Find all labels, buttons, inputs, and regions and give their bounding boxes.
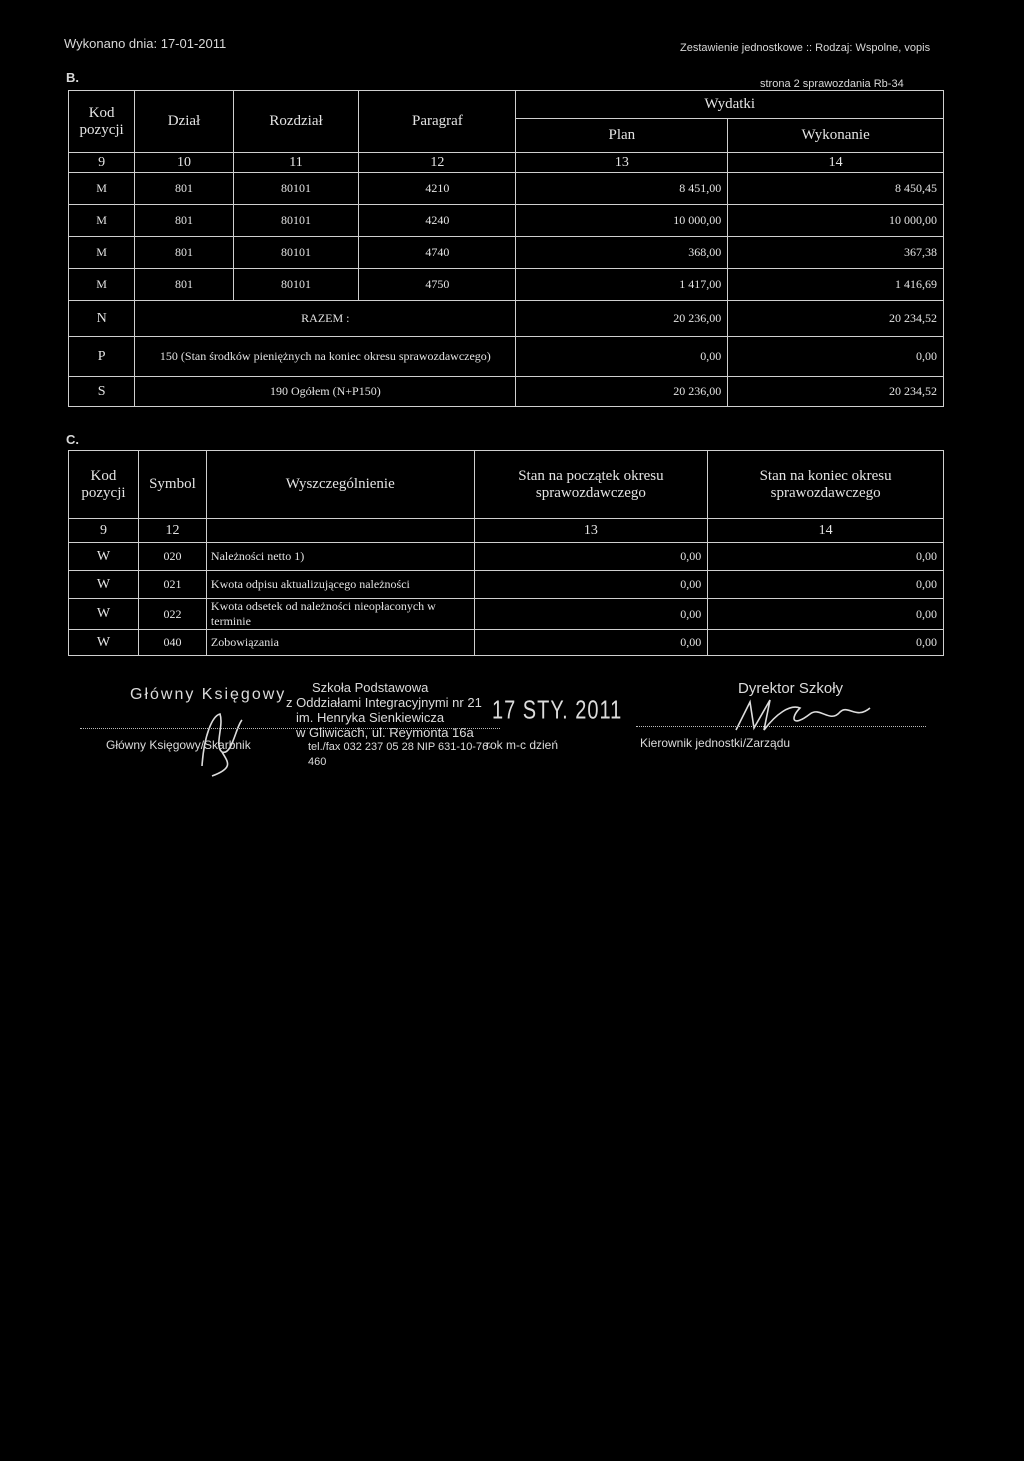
kod-cell: M bbox=[69, 269, 135, 301]
table-row bbox=[69, 173, 944, 205]
column-number-row bbox=[69, 153, 944, 173]
section-b-label: B. bbox=[66, 70, 79, 85]
rozdzial-cell: 80101 bbox=[233, 237, 359, 269]
colnum: 11 bbox=[233, 153, 359, 173]
plan-cell: 0,00 bbox=[516, 337, 728, 377]
dyrektor-caption: Kierownik jednostki/Zarządu bbox=[640, 736, 791, 750]
colnum: 13 bbox=[516, 153, 728, 173]
koniec-cell: 0,00 bbox=[708, 543, 944, 571]
header-wykonanie: Wykonanie bbox=[728, 119, 944, 153]
wykonanie-cell: 20 234,52 bbox=[728, 301, 944, 337]
kod-cell: W bbox=[69, 543, 139, 571]
header-dzial: Dział bbox=[135, 91, 233, 153]
page-indicator: strona 2 sprawozdania Rb-34 bbox=[760, 78, 904, 90]
ksiegowy-caption: Główny Księgowy/Skarbnik bbox=[106, 738, 251, 752]
rozdzial-cell: 80101 bbox=[233, 269, 359, 301]
poczatek-cell: 0,00 bbox=[474, 543, 708, 571]
section-c-table bbox=[68, 450, 944, 656]
dzial-cell: 801 bbox=[135, 205, 233, 237]
koniec-cell: 0,00 bbox=[708, 630, 944, 656]
wykonanie-cell: 20 234,52 bbox=[728, 377, 944, 407]
date-stamp: 17 STY. 2011 bbox=[492, 696, 623, 726]
colnum: 14 bbox=[708, 519, 944, 543]
print-date: Wykonano dnia: 17-01-2011 bbox=[64, 36, 227, 51]
kod-cell: W bbox=[69, 599, 139, 630]
column-number-row bbox=[69, 519, 944, 543]
header-stan-koniec: Stan na koniec okresu sprawozdawczego bbox=[708, 451, 944, 519]
symbol-cell: 020 bbox=[138, 543, 206, 571]
colnum: 13 bbox=[474, 519, 708, 543]
colnum: 9 bbox=[69, 153, 135, 173]
colnum: 12 bbox=[359, 153, 516, 173]
colnum: 14 bbox=[728, 153, 944, 173]
razem-label: RAZEM : bbox=[135, 301, 516, 337]
colnum bbox=[206, 519, 474, 543]
kod-cell: W bbox=[69, 571, 139, 599]
koniec-cell: 0,00 bbox=[708, 571, 944, 599]
opis-cell: Kwota odpisu aktualizującego należności bbox=[206, 571, 474, 599]
stamp-line: Szkoła Podstawowa bbox=[312, 680, 429, 695]
poczatek-cell: 0,00 bbox=[474, 630, 708, 656]
table-row bbox=[69, 543, 944, 571]
kod-cell: P bbox=[69, 337, 135, 377]
wykonanie-cell: 0,00 bbox=[728, 337, 944, 377]
poczatek-cell: 0,00 bbox=[474, 599, 708, 630]
header-kod: Kod pozycji bbox=[69, 91, 135, 153]
plan-cell: 8 451,00 bbox=[516, 173, 728, 205]
poczatek-cell: 0,00 bbox=[474, 571, 708, 599]
plan-cell: 10 000,00 bbox=[516, 205, 728, 237]
section-c-label: C. bbox=[66, 432, 79, 447]
symbol-cell: 040 bbox=[138, 630, 206, 656]
kod-cell: W bbox=[69, 630, 139, 656]
header-stan-poczatek: Stan na początek okresu sprawozdawczego bbox=[474, 451, 708, 519]
table-row bbox=[69, 205, 944, 237]
plan-cell: 20 236,00 bbox=[516, 301, 728, 337]
paragraf-cell: 4210 bbox=[359, 173, 516, 205]
stamp-line: w Gliwicach, ul. Reymonta 16a bbox=[296, 725, 474, 740]
paragraf-cell: 4740 bbox=[359, 237, 516, 269]
razem-row bbox=[69, 301, 944, 337]
stamp-line: tel./fax 032 237 05 28 NIP 631-10-76-460 bbox=[308, 741, 492, 768]
dzial-cell: 801 bbox=[135, 173, 233, 205]
date-caption: rok m-c dzień bbox=[486, 738, 559, 752]
table-row bbox=[69, 599, 944, 630]
colnum: 12 bbox=[138, 519, 206, 543]
table-row bbox=[69, 237, 944, 269]
ogolem-label: 190 Ogółem (N+P150) bbox=[135, 377, 516, 407]
kod-cell: M bbox=[69, 173, 135, 205]
stan-label: 150 (Stan środków pieniężnych na koniec okresu sprawozdawczego) bbox=[135, 337, 516, 377]
table-row bbox=[69, 269, 944, 301]
school-stamp bbox=[286, 680, 506, 770]
table-row bbox=[69, 571, 944, 599]
stan-row bbox=[69, 337, 944, 377]
stamp-line: z Oddziałami Integracyjnymi nr 21 bbox=[286, 695, 482, 710]
colnum: 9 bbox=[69, 519, 139, 543]
header-symbol: Symbol bbox=[138, 451, 206, 519]
header-plan: Plan bbox=[516, 119, 728, 153]
plan-cell: 20 236,00 bbox=[516, 377, 728, 407]
opis-cell: Należności netto 1) bbox=[206, 543, 474, 571]
dzial-cell: 801 bbox=[135, 237, 233, 269]
opis-cell: Zobowiązania bbox=[206, 630, 474, 656]
stamp-line: im. Henryka Sienkiewicza bbox=[296, 710, 445, 725]
ogolem-row bbox=[69, 377, 944, 407]
section-b-table bbox=[68, 90, 944, 407]
opis-cell: Kwota odsetek od należności nieopłaconych w terminie bbox=[206, 599, 474, 630]
kod-cell: N bbox=[69, 301, 135, 337]
header-paragraf: Paragraf bbox=[359, 91, 516, 153]
dzial-cell: 801 bbox=[135, 269, 233, 301]
kod-cell: M bbox=[69, 237, 135, 269]
paragraf-cell: 4750 bbox=[359, 269, 516, 301]
table-row bbox=[69, 630, 944, 656]
rozdzial-cell: 80101 bbox=[233, 173, 359, 205]
paragraf-cell: 4240 bbox=[359, 205, 516, 237]
symbol-cell: 021 bbox=[138, 571, 206, 599]
colnum: 10 bbox=[135, 153, 233, 173]
symbol-cell: 022 bbox=[138, 599, 206, 630]
wykonanie-cell: 8 450,45 bbox=[728, 173, 944, 205]
kod-cell: M bbox=[69, 205, 135, 237]
dyrektor-title: Dyrektor Szkoły bbox=[738, 680, 844, 697]
header-wyszczegolnienie: Wyszczególnienie bbox=[206, 451, 474, 519]
ksiegowy-title: Główny Księgowy bbox=[130, 686, 287, 703]
wykonanie-cell: 10 000,00 bbox=[728, 205, 944, 237]
header-kod: Kod pozycji bbox=[69, 451, 139, 519]
unit-info: Zestawienie jednostkowe :: Rodzaj: Wspolne, vopis bbox=[680, 42, 931, 54]
plan-cell: 368,00 bbox=[516, 237, 728, 269]
koniec-cell: 0,00 bbox=[708, 599, 944, 630]
plan-cell: 1 417,00 bbox=[516, 269, 728, 301]
header-rozdzial: Rozdział bbox=[233, 91, 359, 153]
rozdzial-cell: 80101 bbox=[233, 205, 359, 237]
kod-cell: S bbox=[69, 377, 135, 407]
wykonanie-cell: 367,38 bbox=[728, 237, 944, 269]
wykonanie-cell: 1 416,69 bbox=[728, 269, 944, 301]
header-wydatki: Wydatki bbox=[516, 91, 944, 119]
